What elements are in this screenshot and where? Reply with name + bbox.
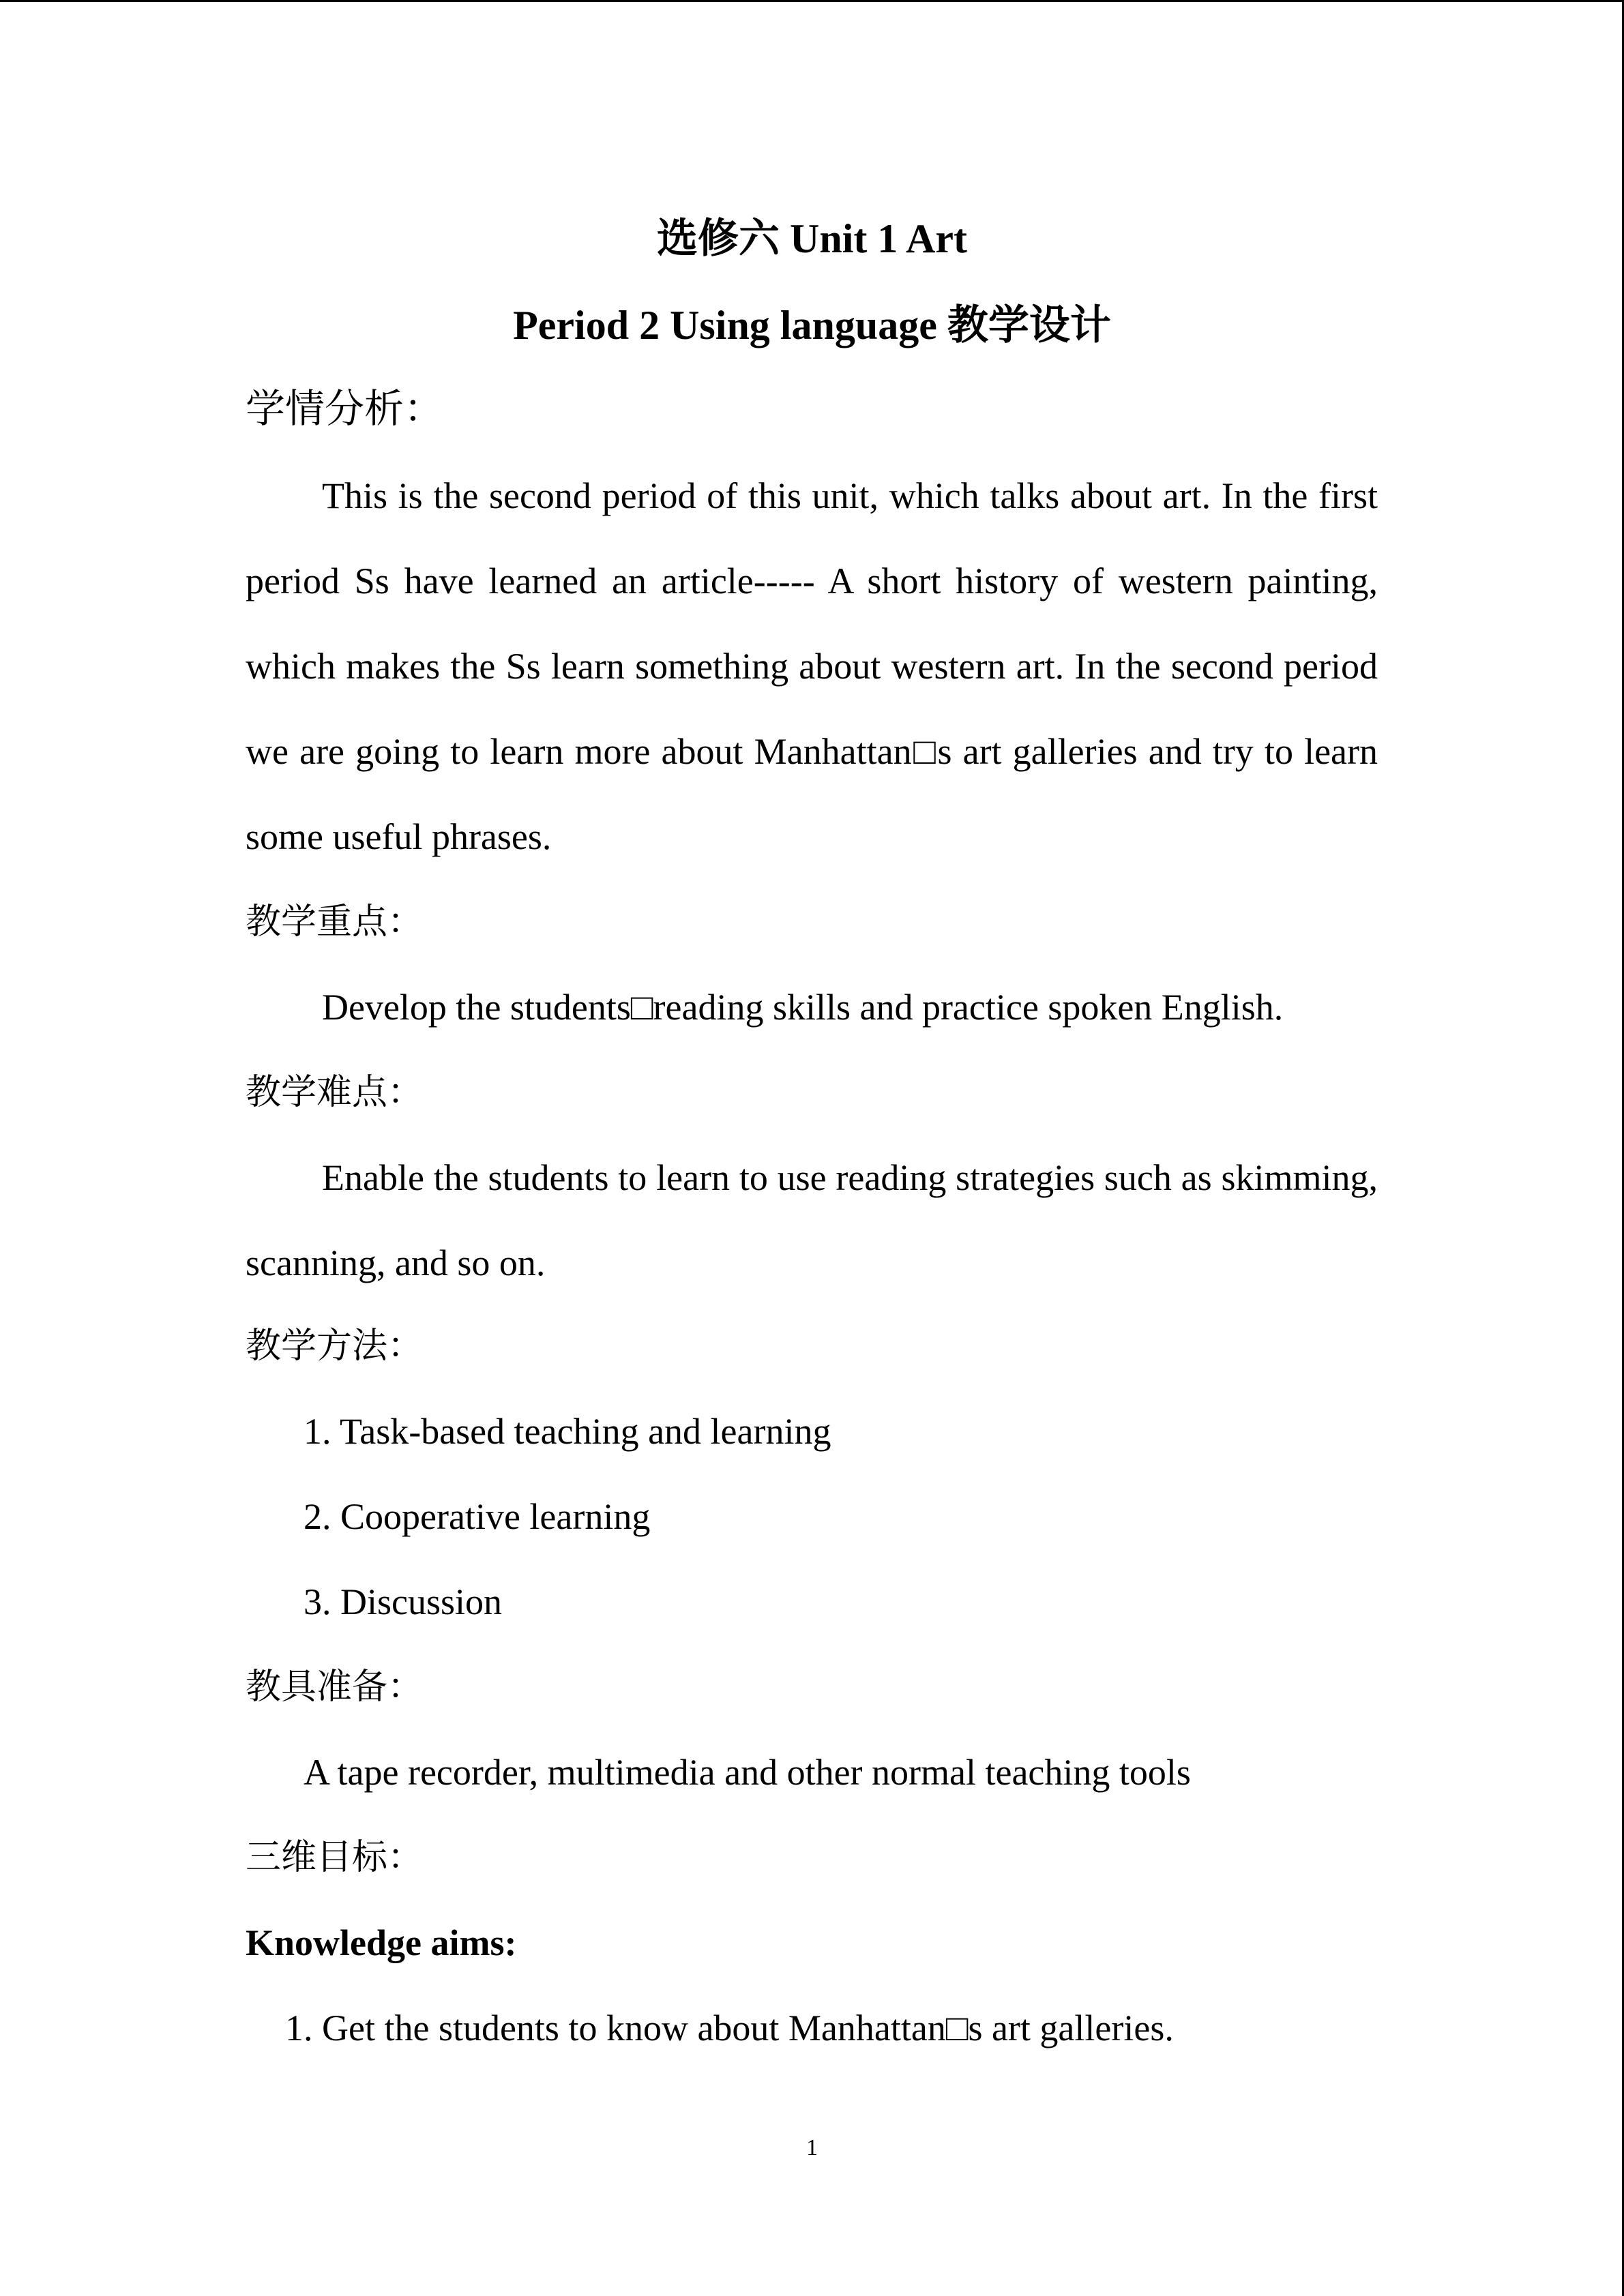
page-number: 1	[806, 2135, 818, 2160]
heading-tools: 教具准备：	[246, 1667, 424, 1708]
heading-difficulties: 教学难点：	[246, 1072, 424, 1113]
method-item-1: 1. Task-based teaching and learning	[304, 1411, 831, 1452]
heading-objectives: 三维目标：	[246, 1837, 424, 1878]
heading-methods: 教学方法：	[246, 1326, 424, 1367]
document-title: 选修六 Unit 1 Art	[657, 216, 967, 261]
heading-key-points: 教学重点：	[246, 901, 424, 942]
key-points-text: Develop the students□reading skills and practice spoken English.	[322, 987, 1284, 1028]
analysis-paragraph: This is the second period of this unit, which talks about art. In the first period Ss have learned an article----- A short history of western painting, which makes the Ss learn something about western art. In the second period we are going to learn more about Manhattan□s art galleries and try to learn some useful phrases.	[246, 475, 1378, 857]
knowledge-aims-heading: Knowledge aims:	[246, 1922, 517, 1963]
document-subtitle: Period 2 Using language 教学设计	[513, 303, 1111, 348]
heading-analysis: 学情分析：	[246, 385, 444, 432]
method-item-2: 2. Cooperative learning	[304, 1496, 651, 1537]
page-top-border	[0, 0, 1624, 2]
difficulties-paragraph: Enable the students to learn to use reading strategies such as skimming, scanning, and so on.	[246, 1157, 1378, 1283]
knowledge-aim-item-1: 1. Get the students to know about Manhattan□s art galleries.	[285, 2008, 1174, 2048]
method-item-3: 3. Discussion	[304, 1581, 503, 1622]
tools-text: A tape recorder, multimedia and other normal teaching tools	[304, 1752, 1191, 1793]
